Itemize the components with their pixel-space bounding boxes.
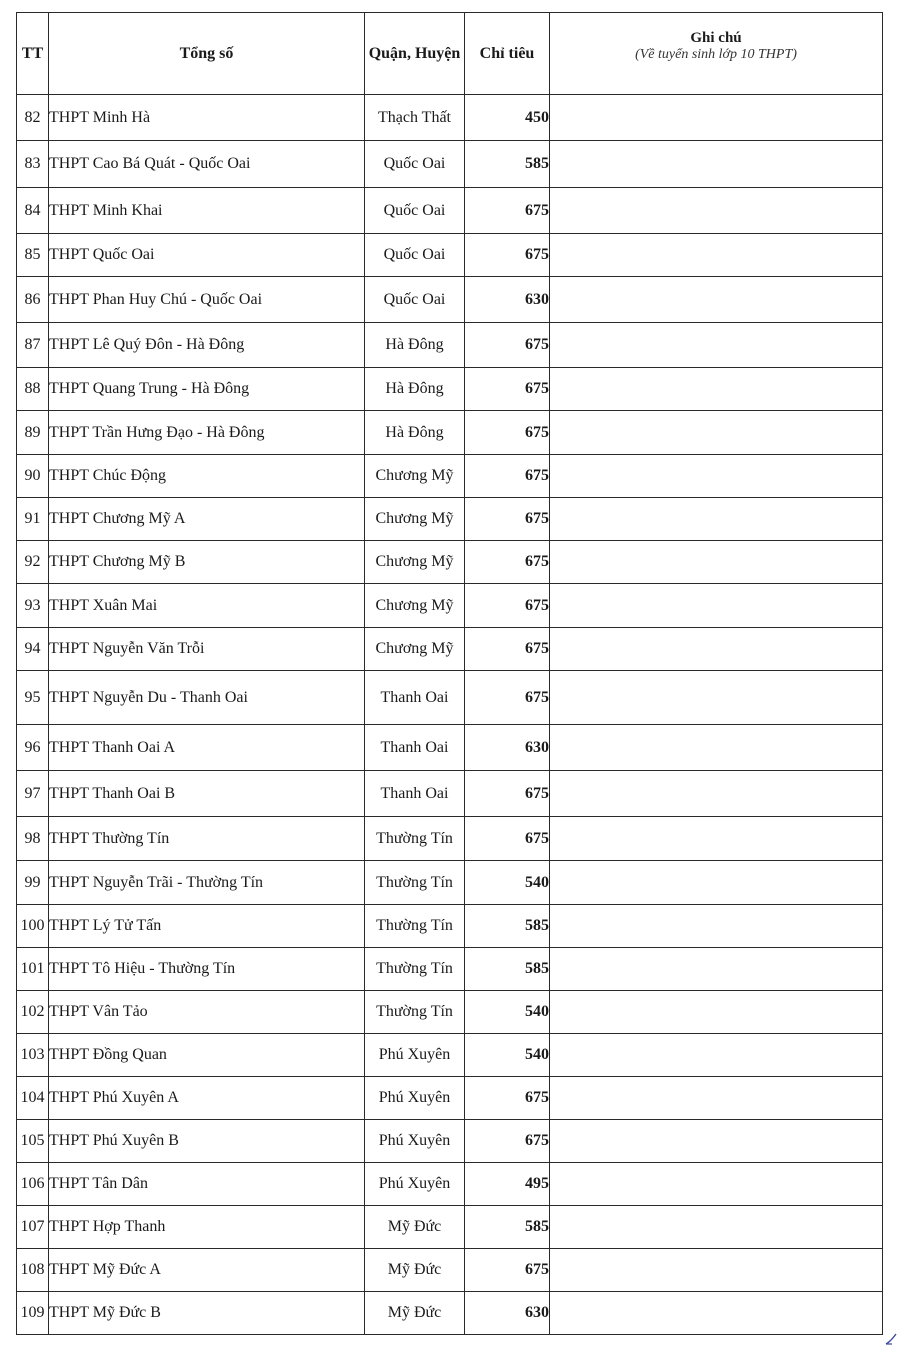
row-number: 103	[17, 1034, 49, 1077]
pen-mark-icon	[884, 1332, 898, 1346]
table-row	[17, 817, 883, 861]
district-name: Quốc Oai	[365, 141, 465, 188]
table-row	[17, 541, 883, 584]
district-name: Thanh Oai	[365, 725, 465, 771]
note-cell	[550, 1206, 883, 1249]
row-number: 107	[17, 1206, 49, 1249]
note-cell	[550, 411, 883, 455]
quota-value: 450	[465, 95, 550, 141]
table-row	[17, 1206, 883, 1249]
row-number: 83	[17, 141, 49, 188]
school-name: THPT Tô Hiệu - Thường Tín	[49, 948, 365, 991]
district-name: Chương Mỹ	[365, 498, 465, 541]
school-name: THPT Đồng Quan	[49, 1034, 365, 1077]
note-cell	[550, 905, 883, 948]
row-number: 106	[17, 1163, 49, 1206]
note-cell	[550, 771, 883, 817]
note-cell	[550, 817, 883, 861]
district-name: Chương Mỹ	[365, 541, 465, 584]
note-cell	[550, 1249, 883, 1292]
school-name: THPT Thường Tín	[49, 817, 365, 861]
school-name: THPT Chương Mỹ B	[49, 541, 365, 584]
table-row	[17, 277, 883, 323]
row-number: 85	[17, 234, 49, 277]
quota-value: 675	[465, 368, 550, 411]
table-row	[17, 771, 883, 817]
quota-value: 675	[465, 455, 550, 498]
district-name: Mỹ Đức	[365, 1206, 465, 1249]
quota-value: 495	[465, 1163, 550, 1206]
note-cell	[550, 725, 883, 771]
district-name: Thanh Oai	[365, 771, 465, 817]
school-name: THPT Nguyễn Văn Trỗi	[49, 628, 365, 671]
row-number: 89	[17, 411, 49, 455]
quota-value: 675	[465, 541, 550, 584]
district-name: Chương Mỹ	[365, 455, 465, 498]
quota-value: 675	[465, 1120, 550, 1163]
note-cell	[550, 584, 883, 628]
table-row	[17, 991, 883, 1034]
admission-quota-table	[16, 12, 883, 1335]
district-name: Mỹ Đức	[365, 1249, 465, 1292]
note-cell	[550, 455, 883, 498]
table-body	[17, 95, 883, 1335]
note-cell	[550, 277, 883, 323]
note-cell	[550, 541, 883, 584]
row-number: 108	[17, 1249, 49, 1292]
table-row	[17, 498, 883, 541]
school-name: THPT Nguyễn Du - Thanh Oai	[49, 671, 365, 725]
school-name: THPT Quốc Oai	[49, 234, 365, 277]
note-cell	[550, 141, 883, 188]
quota-value: 540	[465, 991, 550, 1034]
table-row	[17, 323, 883, 368]
note-cell	[550, 671, 883, 725]
school-name: THPT Lý Tử Tấn	[49, 905, 365, 948]
note-cell	[550, 323, 883, 368]
table-row	[17, 1249, 883, 1292]
note-cell	[550, 948, 883, 991]
district-name: Quốc Oai	[365, 277, 465, 323]
school-name: THPT Vân Tảo	[49, 991, 365, 1034]
table-row	[17, 584, 883, 628]
quota-value: 675	[465, 323, 550, 368]
table-row	[17, 141, 883, 188]
school-name: THPT Nguyễn Trãi - Thường Tín	[49, 861, 365, 905]
row-number: 90	[17, 455, 49, 498]
header-tt: TT	[17, 13, 49, 95]
district-name: Chương Mỹ	[365, 628, 465, 671]
row-number: 86	[17, 277, 49, 323]
quota-value: 540	[465, 861, 550, 905]
quota-value: 675	[465, 671, 550, 725]
school-name: THPT Hợp Thanh	[49, 1206, 365, 1249]
table-row	[17, 188, 883, 234]
header-district: Quận, Huyện	[365, 13, 465, 95]
district-name: Mỹ Đức	[365, 1292, 465, 1335]
table-row	[17, 905, 883, 948]
header-quota: Chỉ tiêu	[465, 13, 550, 95]
row-number: 87	[17, 323, 49, 368]
table-row	[17, 725, 883, 771]
quota-value: 675	[465, 1077, 550, 1120]
school-name: THPT Xuân Mai	[49, 584, 365, 628]
district-name: Quốc Oai	[365, 188, 465, 234]
header-note	[550, 13, 883, 95]
quota-value: 540	[465, 1034, 550, 1077]
table-row	[17, 234, 883, 277]
school-name: THPT Phú Xuyên A	[49, 1077, 365, 1120]
quota-value: 675	[465, 1249, 550, 1292]
district-name: Quốc Oai	[365, 234, 465, 277]
school-name: THPT Tân Dân	[49, 1163, 365, 1206]
school-name: THPT Quang Trung - Hà Đông	[49, 368, 365, 411]
table-row	[17, 1163, 883, 1206]
table-row	[17, 1077, 883, 1120]
district-name: Phú Xuyên	[365, 1120, 465, 1163]
row-number: 97	[17, 771, 49, 817]
row-number: 88	[17, 368, 49, 411]
row-number: 104	[17, 1077, 49, 1120]
row-number: 109	[17, 1292, 49, 1335]
quota-value: 630	[465, 277, 550, 323]
quota-value: 585	[465, 948, 550, 991]
district-name: Thường Tín	[365, 861, 465, 905]
table-row	[17, 948, 883, 991]
school-name: THPT Minh Khai	[49, 188, 365, 234]
district-name: Thường Tín	[365, 991, 465, 1034]
table-row	[17, 1034, 883, 1077]
quota-value: 585	[465, 1206, 550, 1249]
district-name: Thanh Oai	[365, 671, 465, 725]
district-name: Chương Mỹ	[365, 584, 465, 628]
school-name: THPT Minh Hà	[49, 95, 365, 141]
row-number: 98	[17, 817, 49, 861]
header-name: Tổng số	[49, 13, 365, 95]
row-number: 95	[17, 671, 49, 725]
quota-value: 630	[465, 725, 550, 771]
row-number: 82	[17, 95, 49, 141]
table-row	[17, 368, 883, 411]
row-number: 99	[17, 861, 49, 905]
district-name: Phú Xuyên	[365, 1077, 465, 1120]
district-name: Hà Đông	[365, 411, 465, 455]
table-row	[17, 411, 883, 455]
school-name: THPT Chương Mỹ A	[49, 498, 365, 541]
school-name: THPT Thanh Oai A	[49, 725, 365, 771]
quota-value: 675	[465, 234, 550, 277]
table-row	[17, 1292, 883, 1335]
quota-value: 630	[465, 1292, 550, 1335]
table-row	[17, 671, 883, 725]
table-row	[17, 628, 883, 671]
quota-value: 675	[465, 817, 550, 861]
row-number: 102	[17, 991, 49, 1034]
school-name: THPT Phú Xuyên B	[49, 1120, 365, 1163]
row-number: 100	[17, 905, 49, 948]
school-name: THPT Phan Huy Chú - Quốc Oai	[49, 277, 365, 323]
school-name: THPT Mỹ Đức B	[49, 1292, 365, 1335]
table-row	[17, 455, 883, 498]
note-cell	[550, 991, 883, 1034]
district-name: Thường Tín	[365, 948, 465, 991]
note-cell	[550, 498, 883, 541]
note-cell	[550, 234, 883, 277]
quota-value: 585	[465, 905, 550, 948]
note-cell	[550, 861, 883, 905]
school-name: THPT Lê Quý Đôn - Hà Đông	[49, 323, 365, 368]
school-name: THPT Mỹ Đức A	[49, 1249, 365, 1292]
table-header-row	[17, 13, 883, 95]
row-number: 91	[17, 498, 49, 541]
district-name: Thường Tín	[365, 905, 465, 948]
district-name: Phú Xuyên	[365, 1034, 465, 1077]
row-number: 96	[17, 725, 49, 771]
note-cell	[550, 1163, 883, 1206]
note-cell	[550, 1034, 883, 1077]
quota-value: 585	[465, 141, 550, 188]
note-cell	[550, 368, 883, 411]
district-name: Hà Đông	[365, 368, 465, 411]
table-row	[17, 861, 883, 905]
row-number: 101	[17, 948, 49, 991]
school-name: THPT Cao Bá Quát - Quốc Oai	[49, 141, 365, 188]
note-cell	[550, 95, 883, 141]
note-cell	[550, 1292, 883, 1335]
row-number: 92	[17, 541, 49, 584]
school-name: THPT Thanh Oai B	[49, 771, 365, 817]
quota-value: 675	[465, 411, 550, 455]
district-name: Thường Tín	[365, 817, 465, 861]
header-note-title: Ghi chú	[690, 30, 742, 46]
district-name: Phú Xuyên	[365, 1163, 465, 1206]
school-name: THPT Chúc Động	[49, 455, 365, 498]
quota-value: 675	[465, 771, 550, 817]
note-cell	[550, 628, 883, 671]
quota-value: 675	[465, 628, 550, 671]
note-cell	[550, 1120, 883, 1163]
row-number: 84	[17, 188, 49, 234]
school-name: THPT Trần Hưng Đạo - Hà Đông	[49, 411, 365, 455]
district-name: Thạch Thất	[365, 95, 465, 141]
quota-value: 675	[465, 584, 550, 628]
district-name: Hà Đông	[365, 323, 465, 368]
row-number: 93	[17, 584, 49, 628]
note-cell	[550, 188, 883, 234]
row-number: 105	[17, 1120, 49, 1163]
quota-value: 675	[465, 188, 550, 234]
note-cell	[550, 1077, 883, 1120]
row-number: 94	[17, 628, 49, 671]
table-row	[17, 1120, 883, 1163]
table-row	[17, 95, 883, 141]
quota-value: 675	[465, 498, 550, 541]
header-note-subtitle: (Về tuyển sinh lớp 10 THPT)	[635, 47, 797, 62]
